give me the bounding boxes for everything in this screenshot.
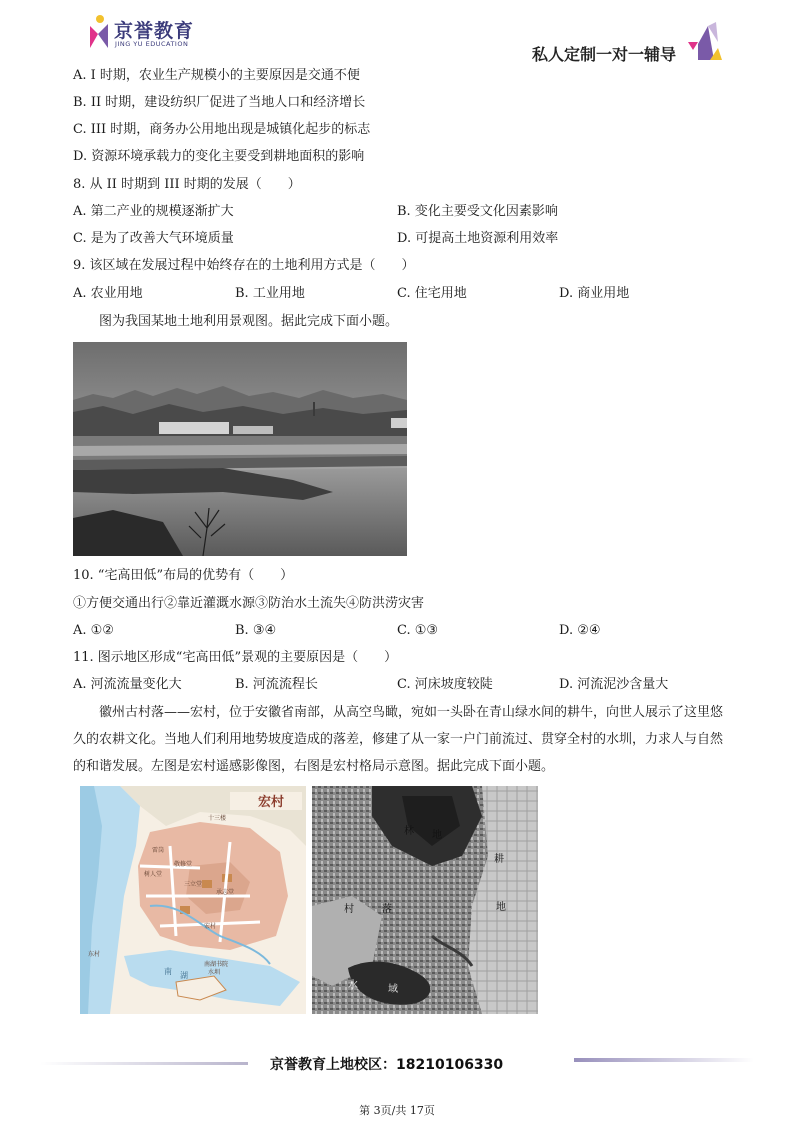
figure-intro-landscape: 图为我国某地土地利用景观图。据此完成下面小题。 <box>99 314 399 329</box>
map-label: 三立堂 <box>184 881 203 888</box>
map-label: 十三楼 <box>208 815 227 822</box>
q9-option-d: D. 商业用地 <box>559 286 630 301</box>
map-label: 村 <box>344 904 354 915</box>
map-label: 东村 <box>88 951 101 958</box>
header-slogan: 私人定制一对一辅导 <box>531 45 676 64</box>
q8-option-a: A. 第二产业的规模逐渐扩大 <box>73 204 234 219</box>
map-label: 地 <box>432 830 442 841</box>
q8-option-b: B. 变化主要受文化因素影响 <box>397 204 558 219</box>
map-label: 林 <box>404 826 414 837</box>
q8-stem: 8. 从 II 时期到 III 时期的发展（ ） <box>73 177 301 192</box>
q9-option-c: C. 住宅用地 <box>397 286 467 301</box>
q7-option-c: C. III 时期，商务办公用地出现是城镇化起步的标志 <box>73 122 371 137</box>
map-label: 敬修堂 <box>174 861 193 868</box>
map-label: 地 <box>496 902 506 913</box>
map-label: 树人堂 <box>144 871 163 878</box>
q10-option-d: D. ②④ <box>559 623 601 638</box>
footer-divider-right <box>574 1058 754 1062</box>
map-label: 南 <box>164 967 172 976</box>
page-header <box>0 0 794 64</box>
brand-logo-icon <box>88 14 110 48</box>
hongcun-remote-sensing-map <box>312 786 538 1014</box>
page-number: 第 3页/共 17页 <box>359 1104 435 1117</box>
q11-option-c: C. 河床坡度较陡 <box>397 677 493 692</box>
footer-divider-left <box>40 1062 248 1065</box>
map-label: 水 <box>348 980 358 991</box>
q10-option-a: A. ①② <box>73 623 114 638</box>
brand-name-en: JING YU EDUCATION <box>115 40 189 48</box>
map-label: 湖 <box>180 971 188 980</box>
q11-option-b: B. 河流流程长 <box>235 677 318 692</box>
q11-option-a: A. 河流流量变化大 <box>73 677 182 692</box>
q10-option-b: B. ③④ <box>235 623 277 638</box>
q9-stem: 9. 该区域在发展过程中始终存在的土地利用方式是（ ） <box>73 258 415 273</box>
brand-name-cn: 京誉教育 <box>114 20 195 42</box>
map-label: 南湖书院 <box>204 961 229 968</box>
q9-option-b: B. 工业用地 <box>235 286 305 301</box>
map-label: 承志堂 <box>216 889 235 896</box>
q7-option-d: D. 资源环境承载力的变化主要受到耕地面积的影响 <box>73 149 365 164</box>
map-label: 耕 <box>494 854 504 865</box>
q7-option-b: B. II 时期，建设纺织厂促进了当地人口和经济增长 <box>73 95 366 110</box>
q8-option-d: D. 可提高土地资源利用效率 <box>397 231 559 246</box>
map-label: 水圳 <box>208 969 221 976</box>
map-label: 落 <box>382 904 392 915</box>
decorative-triangles-icon <box>684 22 724 60</box>
map-title: 宏村 <box>258 795 285 810</box>
hongcun-layout-map <box>80 786 306 1014</box>
q7-option-a: A. I 时期，农业生产规模小的主要原因是交通不便 <box>73 68 360 83</box>
q10-items: ①方便交通出行②靠近灌溉水源③防治水土流失④防洪涝灾害 <box>73 596 425 611</box>
map-label: 域 <box>388 984 398 995</box>
q9-option-a: A. 农业用地 <box>73 286 143 301</box>
map-label: 雷岗 <box>152 847 165 854</box>
map-label: 宏村 <box>204 923 217 930</box>
brand-logo <box>88 14 198 48</box>
landscape-photo <box>73 342 407 556</box>
q8-option-c: C. 是为了改善大气环境质量 <box>73 231 234 246</box>
q11-option-d: D. 河流泥沙含量大 <box>559 677 669 692</box>
q11-stem: 11. 图示地区形成“宅高田低”景观的主要原因是（ ） <box>73 650 398 665</box>
footer-campus-contact: 京誉教育上地校区：18210106330 <box>270 1057 504 1073</box>
q10-option-c: C. ①③ <box>397 623 439 638</box>
q10-stem: 10. “宅高田低”布局的优势有（ ） <box>73 568 294 583</box>
hongcun-intro-paragraph: 徽州古村落——宏村，位于安徽省南部，从高空鸟瞰，宛如一头卧在青山绿水间的耕牛，向世人展示了这里悠久的农耕文化。当地人们利用地势坡度造成的落差，修建了从一家一户门前流过、贯穿全村的水圳，力求人与自然的和谐发展。左图是宏村遥感影像图，右图是宏村格局示意图。据此完成下面小题。 <box>73 705 724 774</box>
